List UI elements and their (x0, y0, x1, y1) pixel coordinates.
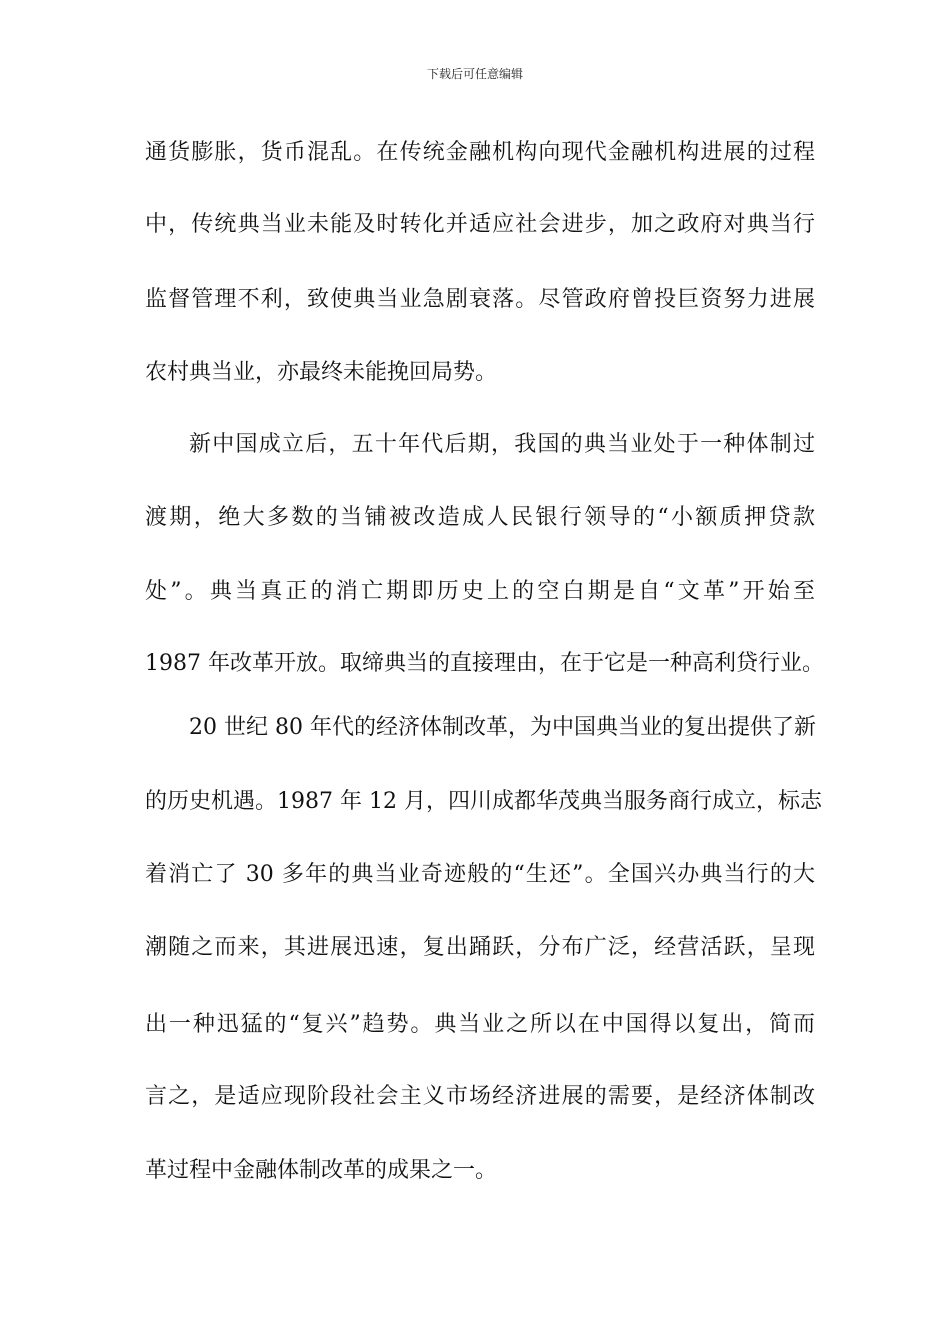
paragraph-line: 出一种迅猛的“复兴”趋势。典当业之所以在中国得以复出，简而 (145, 1012, 815, 1037)
paragraph-line: 新中国成立后，五十年代后期，我国的典当业处于一种体制过 (189, 432, 815, 457)
paragraph-line: 革过程中金融体制改革的成果之一。 (145, 1158, 498, 1183)
paragraph-line: 潮随之而来，其进展迅速，复出踊跃，分布广泛，经营活跃，呈现 (145, 935, 815, 960)
paragraph-line: 言之，是适应现阶段社会主义市场经济进展的需要，是经济体制改 (145, 1084, 815, 1109)
paragraph-line: 中，传统典当业未能及时转化并适应社会进步，加之政府对典当行 (145, 212, 815, 237)
paragraph-line: 通货膨胀，货币混乱。在传统金融机构向现代金融机构进展的过程 (145, 140, 815, 165)
paragraph-line: 渡期，绝大多数的当铺被改造成人民银行领导的“小额质押贷款 (145, 505, 815, 530)
paragraph-line: 20 世纪 80 年代的经济体制改革，为中国典当业的复出提供了新 (189, 715, 816, 740)
paragraph-line: 的历史机遇。1987 年 12 月，四川成都华茂典当服务商行成立，标志 (145, 789, 822, 814)
paragraph-line: 处”。典当真正的消亡期即历史上的空白期是自“文革”开始至 (145, 579, 815, 604)
paragraph-line: 着消亡了 30 多年的典当业奇迹般的“生还”。全国兴办典当行的大 (145, 862, 815, 887)
paragraph-line: 1987 年改革开放。取缔典当的直接理由，在于它是一种高利贷行业。 (145, 651, 824, 676)
page-header: 下载后可任意编辑 (426, 67, 523, 81)
paragraph-line: 农村典当业，亦最终未能挽回局势。 (145, 360, 498, 385)
paragraph-line: 监督管理不利，致使典当业急剧衰落。尽管政府曾投巨资努力进展 (145, 287, 815, 312)
